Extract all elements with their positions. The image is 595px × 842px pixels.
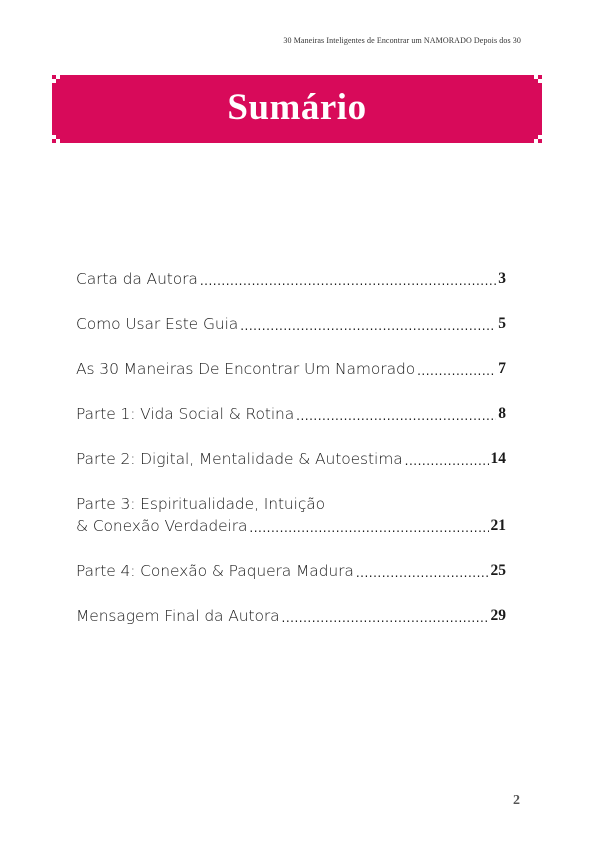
toc-entry-page: 21: [490, 517, 506, 534]
toc-entry-page: 5: [498, 315, 506, 332]
toc-entry-page: 8: [498, 405, 506, 422]
toc-entry-como-usar[interactable]: [76, 313, 506, 335]
toc-entry-carta[interactable]: [76, 268, 506, 290]
title-banner: [52, 75, 542, 143]
toc-entry-page: 25: [490, 562, 506, 579]
toc-entry-page: 14: [490, 450, 506, 467]
dot-leader: [282, 609, 489, 627]
running-header: 30 Maneiras Inteligentes de Encontrar um NAMORADO Depois dos 30: [283, 36, 521, 45]
toc-entry-parte-2[interactable]: [76, 448, 506, 470]
toc-entry-title: Como Usar Este Guia: [76, 315, 239, 333]
dot-leader: [405, 452, 489, 470]
toc-entry-title-line2: & Conexão Verdadeira: [76, 517, 248, 535]
toc-entry-title: Mensagem Final da Autora: [76, 607, 280, 625]
toc-entry-title-line1: Parte 3: Espiritualidade, Intuição: [76, 495, 326, 513]
toc-entry-title: Parte 4: Conexão & Paquera Madura: [76, 562, 354, 580]
toc-entry-page: 3: [498, 270, 506, 287]
toc-entry-30-maneiras[interactable]: [76, 358, 506, 380]
dot-leader: [240, 317, 496, 335]
toc-entry-page: 29: [490, 607, 506, 624]
table-of-contents: [76, 268, 506, 650]
dot-leader: [200, 272, 496, 290]
toc-entry-mensagem-final[interactable]: [76, 605, 506, 627]
dot-leader: [356, 564, 489, 582]
page-number: 2: [513, 793, 520, 808]
toc-entry-parte-4[interactable]: [76, 560, 506, 582]
toc-entry-parte-3[interactable]: [76, 493, 506, 537]
toc-entry-title: Parte 2: Digital, Mentalidade & Autoestima: [76, 450, 403, 468]
toc-entry-title: Parte 1: Vida Social & Rotina: [76, 405, 295, 423]
dot-leader: [249, 519, 488, 537]
toc-entry-parte-1[interactable]: [76, 403, 506, 425]
dot-leader: [417, 362, 496, 380]
dot-leader: [296, 407, 496, 425]
toc-entry-title: As 30 Maneiras De Encontrar Um Namorado: [76, 360, 416, 378]
page-title: Sumário: [227, 86, 367, 128]
toc-entry-page: 7: [498, 360, 506, 377]
toc-entry-title: Carta da Autora: [76, 270, 198, 288]
